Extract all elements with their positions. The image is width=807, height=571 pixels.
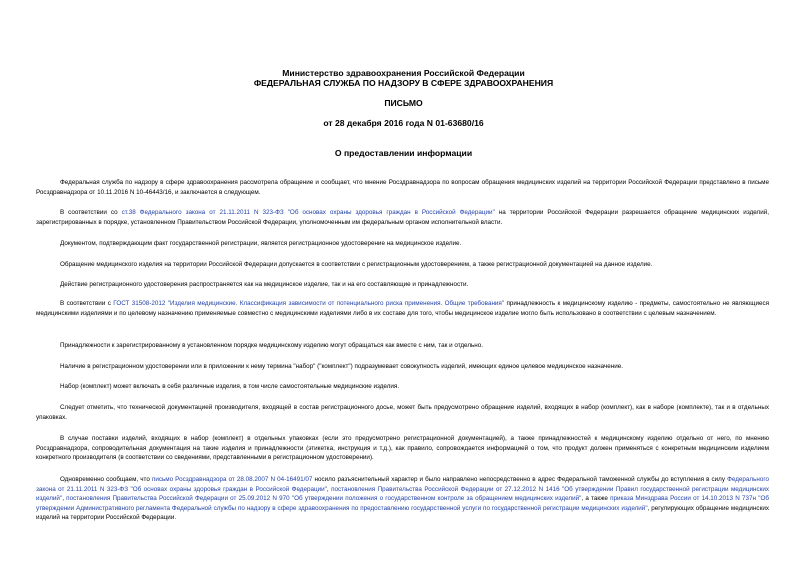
paragraph-5: Действие регистрационного удостоверения распространяется как на медицинское изделие, так и на его составляющие и принадлежности. (60, 281, 469, 288)
document-type: ПИСЬМО (384, 98, 423, 108)
paragraph-10: Следует отметить, что технической документацией производителя, входящей в состав регистрационного досье, может быть предусмотрено обращение изделий, входящих в набор (комплект), как в наборе (комплекте), так и в отдельных упаковках. (36, 404, 769, 421)
paragraph-12-text-e: , а также (581, 495, 611, 503)
paragraph-7: Принадлежности к зарегистрированному в установленном порядке медицинскому изделию могут обращаться как вместе с ним, так и отдельно. (60, 342, 484, 349)
law-323-article-38-link[interactable]: ст.38 Федерального закона от 21.11.2011 N 323-ФЗ "Об основах охраны здоровья граждан в Российской Федерации" (121, 209, 495, 216)
ministry-title: Министерство здравоохранения Российской Федерации (282, 68, 525, 78)
document-subject: О предоставлении информации (334, 148, 473, 158)
paragraph-1: Федеральная служба по надзору в сфере здравоохранения рассмотрела обращение и сообщает, что мнение Росздравнадзора по вопросам обращения медицинских изделий на территории Российской Федерации представлено в письме Росздравнадзора от 10.11.2016 N 10-46443/16, и заключается в следующем. (36, 179, 769, 196)
paragraph-3: Документом, подтверждающим факт государственной регистрации, является регистрационное удостоверение на медицинское изделие. (60, 240, 462, 247)
paragraph-12-text-d: , (62, 495, 67, 503)
paragraph-11: В случае поставки изделий, входящих в набор (комплект) в отдельных упаковках (если это предусмотрено регистрационной документацией), а также принадлежностей к медицинскому изделию отдельно от него, по мнению Росздравнадзора, сопроводительная документация на такие изделия и принадлежности (этикетка, инструкция и т.д.), как правило, сопровождается информацией о том, что продукт должен применяться с конкретным медицинским изделием конкретного производителя (в соответствии со сведениями, представленными в регистрационном удостоверении). (36, 435, 769, 462)
paragraph-6-start: В соответствии с (60, 300, 114, 307)
paragraph-2 (36, 208, 769, 227)
paragraph-12-text-b: носило разъяснительный характер и было направлено непосредственно в адрес Федеральной таможенной службы до вступления в силу (312, 476, 728, 483)
paragraph-6 (36, 299, 769, 318)
paragraph-2-start: В соответствии со (60, 209, 122, 216)
paragraph-2-end: на территории Российской Федерации разрешается обращение медицинских изделий, зарегистрированных в порядке, установленном Правительством Российской Федерации, уполномоченным им федеральным органом исполнительной власти. (36, 209, 769, 226)
paragraph-8: Наличие в регистрационном удостоверении или в приложении к нему термина "набор" ("комплект") подразумевает совокупность изделий, имеющих единое целевое медицинское назначение. (60, 363, 624, 370)
resolution-1416-link[interactable]: постановления Правительства Российской Федерации от 27.12.2012 N 1416 "Об утверждении Правил государственной регистрации медицинских изделий" (36, 485, 770, 503)
paragraph-6-end: принадлежность к медицинскому изделию - предметы, самостоятельно не являющиеся медицинскими изделиями и по целевому назначению применяемые совместно с медицинскими изделиями либо в их составе для того, чтобы медицинское изделие могло быть использовано в соответствии с целевым назначением. (36, 300, 770, 317)
letter-04-16491-link[interactable]: письмо Росздравнадзора от 28.08.2007 N 04-16491/07 (151, 476, 313, 483)
paragraph-12 (36, 475, 769, 523)
paragraph-12-text-c: , (326, 485, 332, 493)
order-737n-link[interactable]: приказа Минздрава России от 14.10.2013 N 737н "Об утверждении Административного регламента Федеральной службы по надзору в сфере здравоохранения по предоставлению государственной услуги по государственной регистрации медицинских изделий" (36, 495, 769, 512)
paragraph-12-end: , регулирующих обращение медицинских изделий на территории Российской Федерации. (36, 504, 769, 522)
paragraph-9: Набор (комплект) может включать в себя различные изделия, в том числе самостоятельные медицинские изделия. (60, 383, 400, 390)
gost-31508-link[interactable]: ГОСТ 31508-2012 "Изделия медицинские. Классификация зависимости от потенциального риска применения. Общие требования" (113, 300, 505, 307)
resolution-970-link[interactable]: постановления Правительства Российской Федерации от 25.09.2012 N 970 "Об утверждении положения о государственном контроле за обращением медицинских изделий" (66, 495, 582, 503)
document-date-number: от 28 декабря 2016 года N 01-63680/16 (323, 118, 484, 128)
law-323-link[interactable]: Федерального закона от 21.11.2011 N 323-ФЗ "Об основах охраны здоровья граждан в Российской Федерации" (36, 476, 769, 493)
paragraph-4: Обращение медицинского изделия на территории Российской Федерации допускается в соответствии с регистрационным удостоверением, а также регистрационной документацией на данное изделие. (60, 261, 653, 268)
paragraph-12-start: Одновременно сообщаем, что (60, 476, 152, 483)
service-title: ФЕДЕРАЛЬНАЯ СЛУЖБА ПО НАДЗОРУ В СФЕРЕ ЗДРАВООХРАНЕНИЯ (253, 78, 554, 88)
